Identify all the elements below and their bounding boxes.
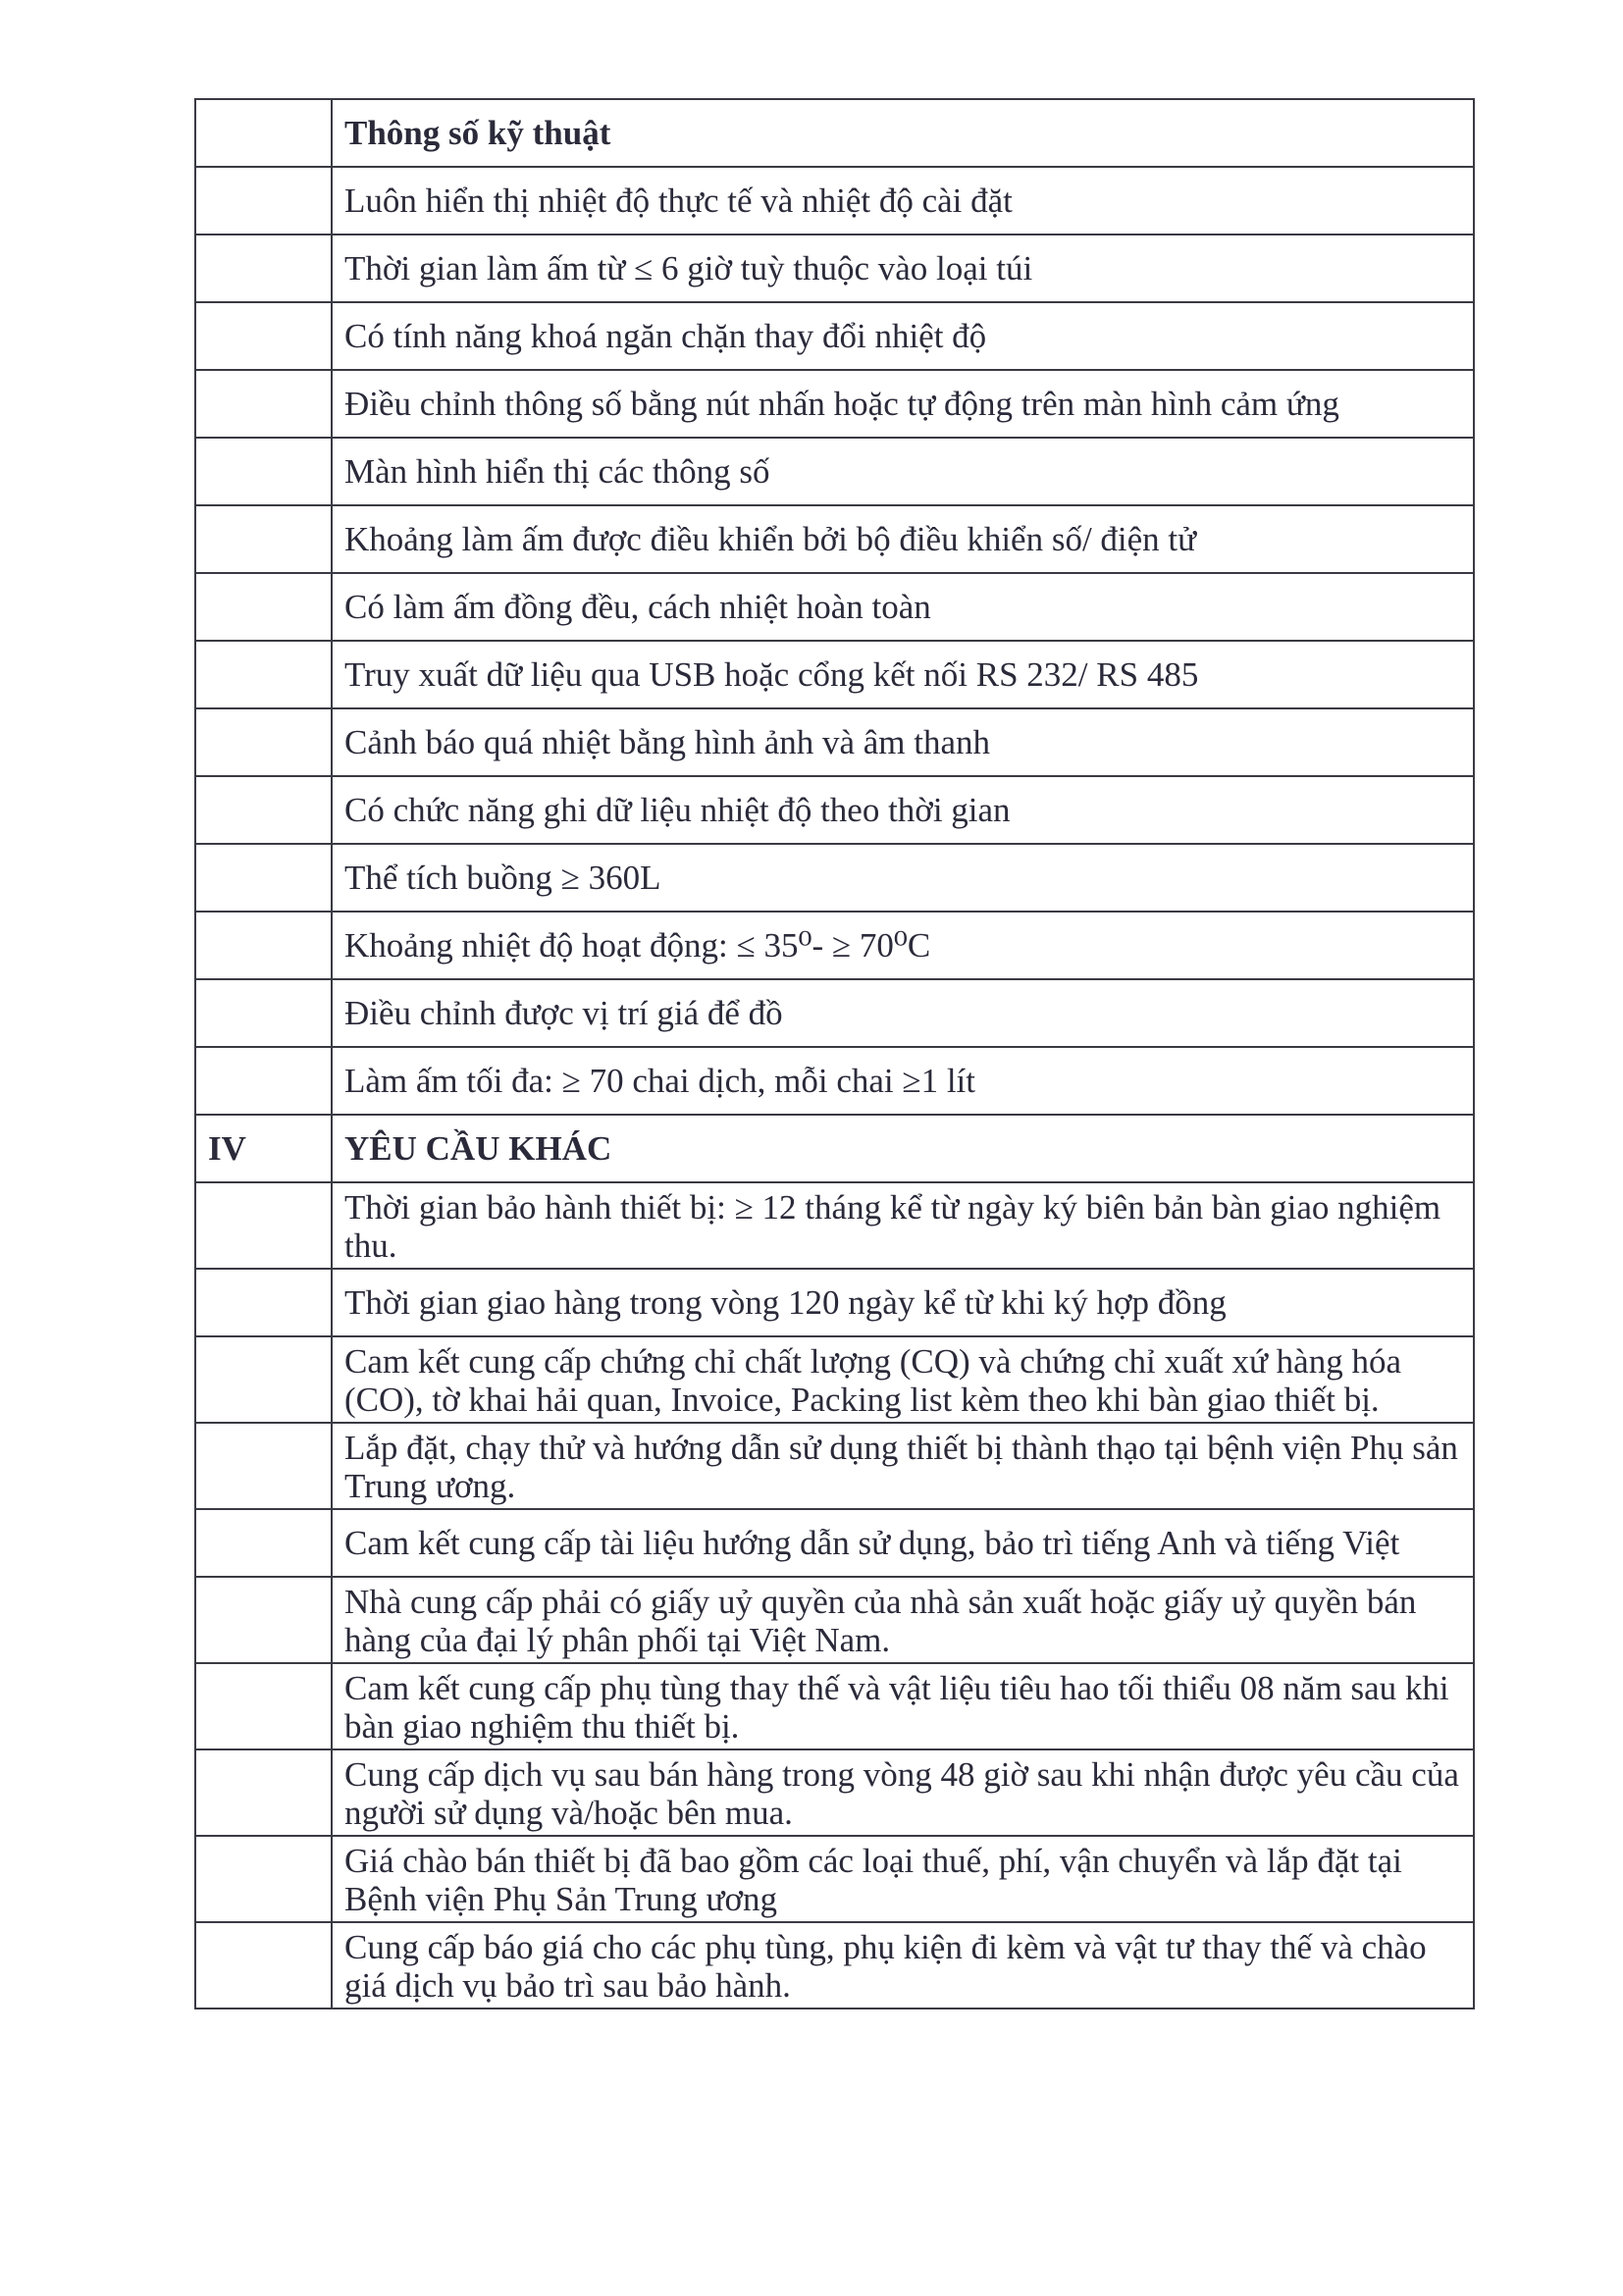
row-number-cell [195,1749,332,1836]
spec-text-cell: Màn hình hiển thị các thông số [332,438,1474,505]
row-number-cell [195,505,332,573]
document-page [194,98,1475,2009]
table-row [195,1269,1474,1336]
row-number-cell [195,844,332,912]
table-row [195,1922,1474,2009]
row-number-cell [195,641,332,708]
spec-text-cell: Điều chỉnh thông số bằng nút nhấn hoặc tự động trên màn hình cảm ứng [332,370,1474,438]
table-row [195,1423,1474,1509]
table-row [195,912,1474,979]
table-row [195,99,1474,167]
table-row [195,1836,1474,1922]
row-number-cell [195,1182,332,1269]
section-header-row [195,1115,1474,1182]
spec-text-cell: Thể tích buồng ≥ 360L [332,844,1474,912]
table-row [195,1182,1474,1269]
table-row [195,573,1474,641]
specification-table [194,98,1475,2009]
spec-text-cell: Có chức năng ghi dữ liệu nhiệt độ theo thời gian [332,776,1474,844]
subsection-heading: Thông số kỹ thuật [332,99,1474,167]
row-number-cell [195,979,332,1047]
row-number-cell [195,776,332,844]
row-number-cell [195,1836,332,1922]
row-number-cell [195,99,332,167]
row-number-cell [195,708,332,776]
requirement-text-cell: Nhà cung cấp phải có giấy uỷ quyền của nhà sản xuất hoặc giấy uỷ quyền bán hàng của đại lý phân phối tại Việt Nam. [332,1577,1474,1663]
table-row [195,1577,1474,1663]
requirement-text-cell: Lắp đặt, chạy thử và hướng dẫn sử dụng thiết bị thành thạo tại bệnh viện Phụ sản Trung ương. [332,1423,1474,1509]
spec-text-cell: Khoảng làm ấm được điều khiển bởi bộ điều khiển số/ điện tử [332,505,1474,573]
table-row [195,1047,1474,1115]
spec-text-cell: Thời gian làm ấm từ ≤ 6 giờ tuỳ thuộc vào loại túi [332,235,1474,302]
table-row [195,776,1474,844]
section-title: YÊU CẦU KHÁC [332,1115,1474,1182]
table-row [195,167,1474,235]
table-row [195,1663,1474,1749]
row-number-cell [195,370,332,438]
requirement-text-cell: Thời gian giao hàng trong vòng 120 ngày kể từ khi ký hợp đồng [332,1269,1474,1336]
row-number-cell [195,1922,332,2009]
requirement-text-cell: Cam kết cung cấp phụ tùng thay thế và vật liệu tiêu hao tối thiểu 08 năm sau khi bàn giao nghiệm thu thiết bị. [332,1663,1474,1749]
row-number-cell [195,302,332,370]
row-number-cell [195,1336,332,1423]
row-number-cell [195,1269,332,1336]
row-number-cell [195,235,332,302]
row-number-cell [195,1423,332,1509]
requirement-text-cell: Giá chào bán thiết bị đã bao gồm các loại thuế, phí, vận chuyển và lắp đặt tại Bệnh viện Phụ Sản Trung ương [332,1836,1474,1922]
requirement-text-cell: Cung cấp dịch vụ sau bán hàng trong vòng 48 giờ sau khi nhận được yêu cầu của người sử dụng và/hoặc bên mua. [332,1749,1474,1836]
table-row [195,235,1474,302]
row-number-cell [195,573,332,641]
requirement-text-cell: Cung cấp báo giá cho các phụ tùng, phụ kiện đi kèm và vật tư thay thế và chào giá dịch vụ bảo trì sau bảo hành. [332,1922,1474,2009]
row-number-cell [195,1509,332,1577]
spec-text-cell: Điều chỉnh được vị trí giá để đồ [332,979,1474,1047]
row-number-cell [195,1577,332,1663]
table-row [195,1509,1474,1577]
row-number-cell [195,438,332,505]
spec-text-cell: Cảnh báo quá nhiệt bằng hình ảnh và âm thanh [332,708,1474,776]
requirement-text-cell: Thời gian bảo hành thiết bị: ≥ 12 tháng kể từ ngày ký biên bản bàn giao nghiệm thu. [332,1182,1474,1269]
row-number-cell [195,167,332,235]
requirement-text-cell: Cam kết cung cấp chứng chỉ chất lượng (CQ) và chứng chỉ xuất xứ hàng hóa (CO), tờ khai hải quan, Invoice, Packing list kèm theo khi bàn giao thiết bị. [332,1336,1474,1423]
section-number: IV [195,1115,332,1182]
row-number-cell [195,912,332,979]
table-row [195,302,1474,370]
table-row [195,844,1474,912]
row-number-cell [195,1047,332,1115]
spec-text-cell: Khoảng nhiệt độ hoạt động: ≤ 35⁰- ≥ 70⁰C [332,912,1474,979]
row-number-cell [195,1663,332,1749]
spec-text-cell: Truy xuất dữ liệu qua USB hoặc cổng kết nối RS 232/ RS 485 [332,641,1474,708]
spec-text-cell: Có tính năng khoá ngăn chặn thay đổi nhiệt độ [332,302,1474,370]
spec-text-cell: Có làm ấm đồng đều, cách nhiệt hoàn toàn [332,573,1474,641]
table-row [195,505,1474,573]
spec-text-cell: Luôn hiển thị nhiệt độ thực tế và nhiệt độ cài đặt [332,167,1474,235]
table-row [195,370,1474,438]
requirement-text-cell: Cam kết cung cấp tài liệu hướng dẫn sử dụng, bảo trì tiếng Anh và tiếng Việt [332,1509,1474,1577]
table-row [195,1749,1474,1836]
table-row [195,979,1474,1047]
table-row [195,708,1474,776]
table-row [195,1336,1474,1423]
spec-text-cell: Làm ấm tối đa: ≥ 70 chai dịch, mỗi chai ≥1 lít [332,1047,1474,1115]
table-row [195,438,1474,505]
table-row [195,641,1474,708]
